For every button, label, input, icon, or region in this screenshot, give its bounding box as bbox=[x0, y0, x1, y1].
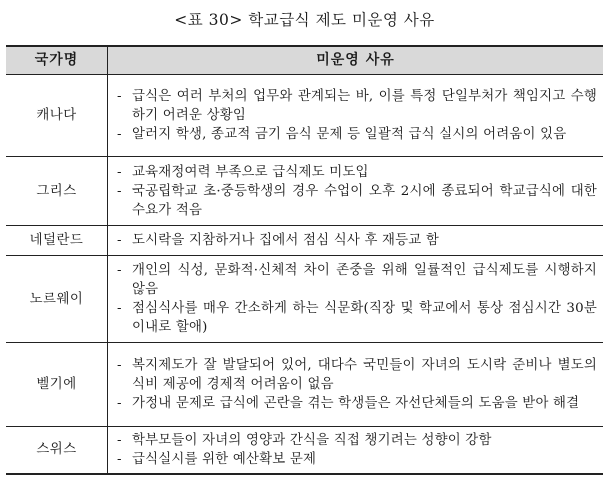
reasons-cell bbox=[108, 226, 604, 256]
reason-item: - 국공립학교 초·중등학생의 경우 수업이 오후 2시에 종료되어 학교급식에 대한 수요가 적음 bbox=[117, 183, 597, 218]
country-cell: 노르웨이 bbox=[6, 256, 108, 343]
reasons-cell bbox=[108, 157, 604, 226]
reason-text: 국공립학교 초·중등학생의 경우 수업이 오후 2시에 종료되어 학교급식에 대한 수요가 적음 bbox=[132, 183, 597, 218]
table-row bbox=[6, 343, 603, 427]
reason-item: - 학부모들이 자녀의 영양과 간식을 직접 챙기려는 성향이 강함 bbox=[117, 432, 492, 448]
table-caption: <표 30> 학교급식 제도 미운영 사유 bbox=[174, 11, 435, 29]
reasons-cell bbox=[108, 343, 604, 427]
reason-text: 도시락을 지참하거나 집에서 점심 식사 후 재등교 함 bbox=[132, 233, 440, 248]
country-cell: 네덜란드 bbox=[6, 226, 108, 256]
reasons-cell bbox=[108, 256, 604, 343]
header-reasons: 미운영 사유 bbox=[108, 46, 604, 75]
reason-item: - 개인의 식성, 문화적·신체적 차이 존중을 위해 일률적인 급식제도를 시행하지 않음 bbox=[117, 263, 597, 297]
reason-text: 급식실시를 위한 예산확보 문제 bbox=[132, 451, 317, 467]
table-row bbox=[6, 226, 603, 256]
reason-item: - 급식실시를 위한 예산확보 문제 bbox=[117, 451, 317, 467]
reasons-cell bbox=[108, 427, 604, 474]
reason-item: - 알러지 학생, 종교적 금기 음식 문제 등 일괄적 급식 실시의 어려움이 있음 bbox=[117, 127, 567, 142]
reason-item: - 점심식사를 매우 간소하게 하는 식문화(직장 및 학교에서 통상 점심시간 30분 이내로 할애) bbox=[117, 301, 597, 335]
reasons-table bbox=[6, 45, 603, 475]
reason-item: - 가정내 문제로 급식에 곤란을 겪는 학생들은 자선단체들의 도움을 받아 해결 bbox=[117, 396, 580, 411]
header-country: 국가명 bbox=[6, 46, 108, 75]
reason-text: 가정내 문제로 급식에 곤란을 겪는 학생들은 자선단체들의 도움을 받아 해결 bbox=[132, 396, 580, 411]
reason-item: - 교육재정여력 부족으로 급식제도 미도입 bbox=[117, 164, 369, 180]
reason-text: 급식은 여러 부처의 업무와 관계되는 바, 이를 특정 단일부처가 책임지고 수행하기 어려운 상황임 bbox=[132, 89, 597, 123]
reason-text: 교육재정여력 부족으로 급식제도 미도입 bbox=[132, 164, 369, 180]
reason-text: 개인의 식성, 문화적·신체적 차이 존중을 위해 일률적인 급식제도를 시행하지 않음 bbox=[132, 263, 597, 297]
reason-text: 학부모들이 자녀의 영양과 간식을 직접 챙기려는 성향이 강함 bbox=[132, 432, 492, 448]
table-row bbox=[6, 75, 603, 157]
country-cell: 스위스 bbox=[6, 427, 108, 474]
reason-item: - 급식은 여러 부처의 업무와 관계되는 바, 이를 특정 단일부처가 책임지고 수행하기 어려운 상황임 bbox=[117, 89, 597, 123]
country-cell: 벨기에 bbox=[6, 343, 108, 427]
country-cell: 그리스 bbox=[6, 157, 108, 226]
table-header-row bbox=[6, 46, 603, 75]
reason-item: - 복지제도가 잘 발달되어 있어, 대다수 국민들이 자녀의 도시락 준비나 별도의 식비 제공에 경제적 어려움이 없음 bbox=[117, 358, 597, 392]
table-row bbox=[6, 157, 603, 226]
reason-text: 알러지 학생, 종교적 금기 음식 문제 등 일괄적 급식 실시의 어려움이 있음 bbox=[132, 127, 567, 142]
table-row bbox=[6, 427, 603, 474]
country-cell: 캐나다 bbox=[6, 75, 108, 157]
reason-text: 복지제도가 잘 발달되어 있어, 대다수 국민들이 자녀의 도시락 준비나 별도의 식비 제공에 경제적 어려움이 없음 bbox=[132, 358, 597, 392]
reason-item: - 도시락을 지참하거나 집에서 점심 식사 후 재등교 함 bbox=[117, 233, 440, 248]
reasons-cell bbox=[108, 75, 604, 157]
reason-text: 점심식사를 매우 간소하게 하는 식문화(직장 및 학교에서 통상 점심시간 30분 이내로 할애) bbox=[132, 301, 597, 335]
table-row bbox=[6, 256, 603, 343]
